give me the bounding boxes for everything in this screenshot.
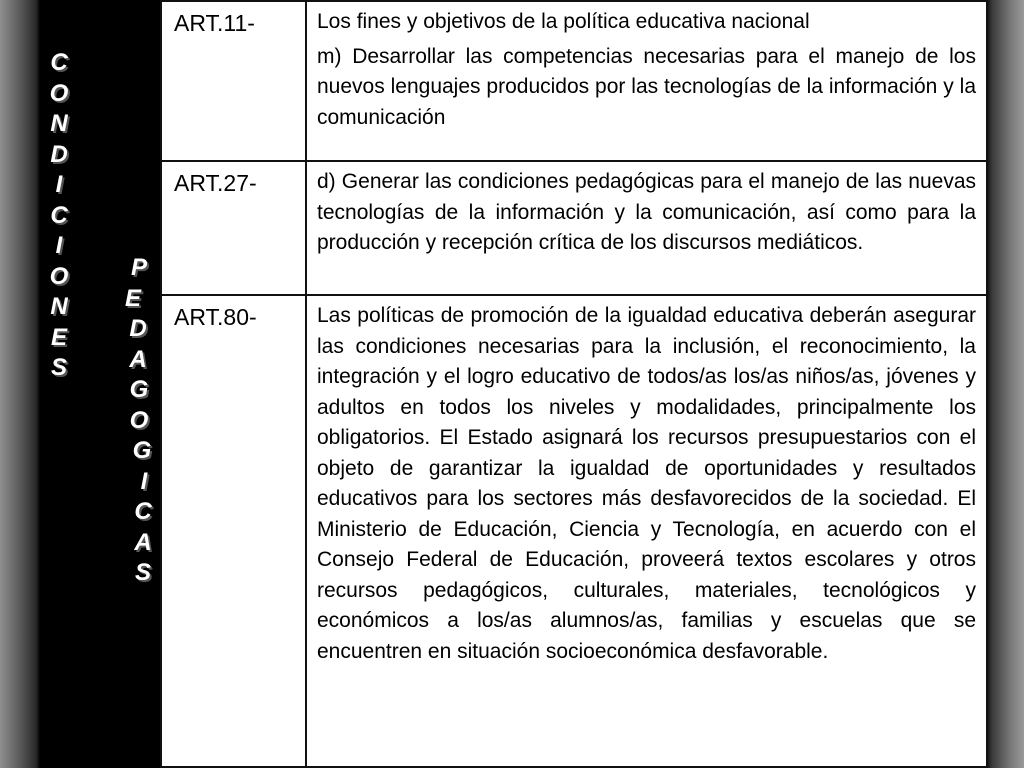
table-row (161, 295, 987, 767)
article-text-cell (306, 1, 987, 161)
letter: G (132, 437, 152, 464)
table-row (161, 1, 987, 161)
letter: E (124, 284, 141, 312)
letter: I (140, 467, 148, 495)
article-number: ART.80- (161, 295, 306, 767)
article-number: ART.27- (161, 161, 306, 295)
article-text-cell (306, 295, 987, 767)
table-row (161, 161, 987, 295)
sidebar-title-column (40, 0, 160, 768)
article-text: d) Generar las condiciones pedagógicas para el manejo de las nuevas tecnologías de la información y la comunicación, así como para la producción y recepción crítica de los discursos mediáticos. (317, 170, 976, 254)
letter: C (50, 201, 68, 229)
letter: S (135, 559, 152, 586)
article-heading: Los fines y objetivos de la política educativa nacional (317, 10, 810, 33)
letter: A (129, 345, 147, 373)
letter: P (130, 254, 147, 281)
letter: O (129, 406, 149, 434)
letter: A (134, 528, 152, 556)
letter: N (50, 110, 68, 137)
letter: D (50, 140, 68, 168)
letter: D (129, 315, 147, 342)
letter: S (50, 354, 67, 381)
article-text: Las políticas de promoción de la igualdad educativa deberán asegurar las condiciones necesarias para la inclusión, el reconocimiento, la integración y el logro educativo de todos/as los/as niños/as, jóvenes y adultos en todos los niveles y modalidades, principalmente los obligatorios. El Estado asignará los recursos presupuestarios con el objeto de garantizar la igualdad de oportunidades y resultados educativos para los sectores más desfavorecidos de la sociedad. El Ministerio de Educación, Ciencia y Tecnología, en acuerdo con el Consejo Federal de Educación, proveerá textos escolares y otros recursos pedagógicos, culturales, materiales, tecnológicos y económicos a los/as alumnos/as, familias y escuelas que se encuentren en situación socioeconómica desfavorable. (317, 304, 976, 663)
vertical-word-condiciones (44, 48, 74, 384)
letter: C (50, 49, 68, 76)
letter: I (55, 232, 63, 259)
letter: O (49, 79, 69, 107)
article-text-cell (306, 161, 987, 295)
letter: G (129, 376, 149, 403)
vertical-word-pedagogicas (118, 253, 152, 589)
article-text: m) Desarrollar las competencias necesarias para el manejo de los nuevos lenguajes producidos por las tecnologías de la información y la comunicación (317, 44, 976, 129)
article-number: ART.11- (161, 1, 306, 161)
letter: O (49, 262, 69, 290)
letter: N (50, 293, 68, 320)
letter: E (50, 323, 67, 351)
letter: I (55, 171, 63, 198)
letter: C (134, 498, 152, 525)
articles-table (160, 0, 988, 768)
